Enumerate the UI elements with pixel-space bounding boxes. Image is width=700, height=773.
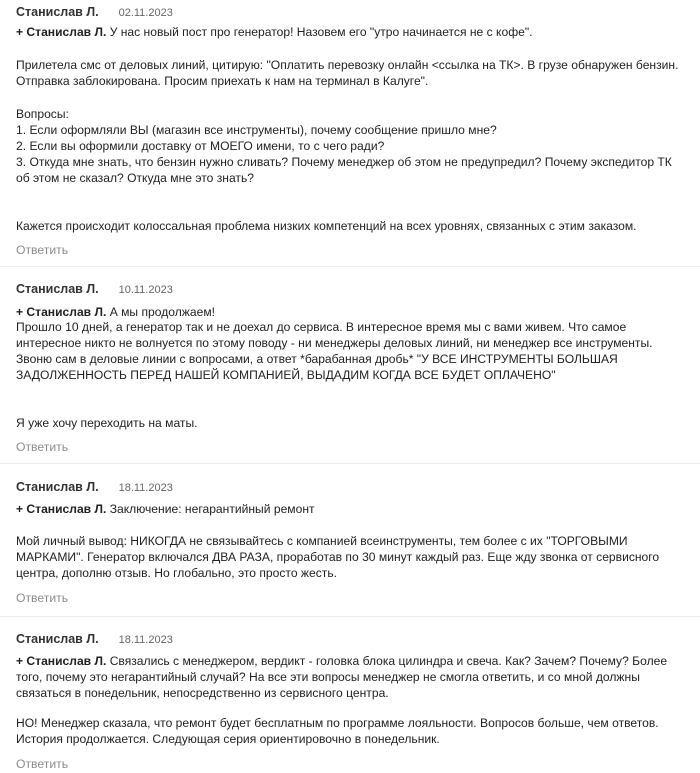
comment-author: Станислав Л. (16, 632, 99, 646)
comment-text: НО! Менеджер сказала, что ремонт будет бесплатным по программе лояльности. Вопросов больше, чем ответов. История продолжается. Следующая серия ориентировочно в понедельник. (16, 716, 659, 746)
comment-divider (0, 463, 700, 464)
comment-author: Станислав Л. (16, 5, 99, 19)
comment-text: А мы продолжаем! (106, 305, 216, 319)
reply-button[interactable]: Ответить (16, 757, 69, 771)
comment-divider (0, 616, 700, 617)
comment-author: Станислав Л. (16, 480, 99, 494)
comment-prefix: + Станислав Л. (16, 25, 107, 39)
comment-header (16, 280, 173, 298)
comment-date: 18.11.2023 (118, 482, 173, 494)
comment-text: Прилетела смс от деловых линий, цитирую: "Оплатить перевозку онлайн <ссылка на ТК>. В грузе обнаружен бензин. Отправка заблокирована. Просим приехать к нам на терминал в Калуге". (16, 58, 679, 88)
comment-text: Заключение: негарантийный ремонт (106, 502, 315, 516)
comment-header (16, 3, 173, 21)
reply-button[interactable]: Ответить (16, 591, 69, 605)
comment-text: Связались с менеджером, вердикт - головка блока цилиндра и свеча. Как? Зачем? Почему? Более того, почему это негарантийный случай? На все эти вопросы менеджер не смогла ответить, и со мной должны связаться в понедельник, непосредственно из сервисного центра. (16, 654, 668, 700)
comment-date: 10.11.2023 (118, 284, 173, 296)
comment-text: 3. Откуда мне знать, что бензин нужно сливать? Почему менеджер об этом не предупредил? Почему экспедитор ТК об этом не сказал? Откуда мне это знать? (16, 155, 672, 185)
comment-prefix: + Станислав Л. (16, 654, 107, 668)
comment-prefix: + Станислав Л. (16, 305, 107, 319)
comment-date: 02.11.2023 (118, 7, 173, 19)
comment-intro (16, 304, 680, 320)
comment-text: Мой личный вывод: НИКОГДА не связывайтесь с компанией всеинструменты, тем более с их "ТОРГОВЫМИ МАРКАМИ". Генератор включался ДВА РАЗА, проработав по 30 минут каждый раз. Еще жду звонка от сервисного центра, дополню отзыв. Но глобально, это просто жесть. (16, 534, 660, 580)
comment-text: У нас новый пост про генератор! Назовем его "утро начинается не с кофе". (106, 25, 533, 39)
comment-text: Вопросы: (16, 107, 69, 121)
comment-author: Станислав Л. (16, 282, 99, 296)
comment-text: 2. Если вы оформили доставку от МОЕГО имени, то с чего ради? (16, 139, 385, 153)
comment-text: 1. Если оформляли ВЫ (магазин все инструменты), почему сообщение пришло мне? (16, 123, 497, 137)
reply-button[interactable]: Ответить (16, 243, 69, 257)
comment-intro (16, 501, 680, 517)
reply-button[interactable]: Ответить (16, 440, 69, 454)
comment-prefix: + Станислав Л. (16, 502, 107, 516)
comment-date: 18.11.2023 (118, 634, 173, 646)
comment-header (16, 630, 173, 648)
comment-intro (16, 24, 680, 40)
comment-text: Прошло 10 дней, а генератор так и не доехал до сервиса. В интересное время мы с вами живем. Что самое интересное никто не волнуется по этому поводу - ни менеджеры деловых линий, ни менеджер все инструменты. Звоню сам в деловые линии с вопросами, а ответ *барабанная дробь* "У ВСЕ ИНСТРУМЕНТЫ БОЛЬШАЯ ЗАДОЛЖЕННОСТЬ ПЕРЕД НАШЕЙ КОМПАНИЕЙ, ВЫДАДИМ КОГДА ВСЕ БУДЕТ ОПЛАЧЕНО" (16, 320, 653, 382)
comment-header (16, 478, 173, 496)
comment-divider (0, 266, 700, 267)
comment-intro (16, 653, 680, 701)
comment-text: Я уже хочу переходить на маты. (16, 416, 198, 430)
comment-text: Кажется происходит колоссальная проблема низких компетенций на всех уровнях, связанных с этим заказом. (16, 219, 637, 233)
